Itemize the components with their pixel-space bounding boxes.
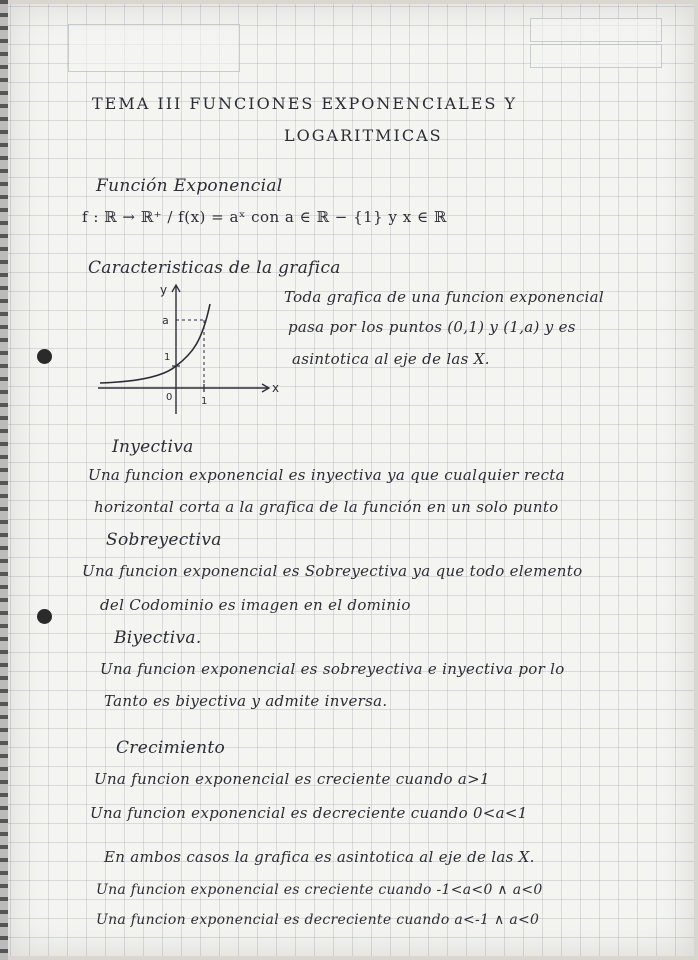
punch-hole bbox=[37, 609, 52, 624]
origin-label: 0 bbox=[166, 392, 173, 403]
exponential-curve bbox=[100, 304, 210, 383]
section-heading-inyectiva: Inyectiva bbox=[112, 437, 194, 457]
definition-formula: f : ℝ → ℝ⁺ / f(x) = aˣ con a ∈ ℝ − {1} y x ∈ ℝ bbox=[82, 208, 447, 226]
inyectiva-text-line: horizontal corta a la grafica de la función en un solo punto bbox=[94, 498, 559, 516]
notebook-spiral-edge bbox=[0, 0, 8, 960]
characteristics-text-line: asintotica al eje de las X. bbox=[292, 350, 490, 368]
y-axis-label: y bbox=[160, 283, 168, 297]
crecimiento-text-line: Una funcion exponencial es decreciente cuando a<-1 ∧ a<0 bbox=[96, 912, 540, 928]
tick-x-one-label: 1 bbox=[201, 396, 208, 407]
biyectiva-text-line: Tanto es biyectiva y admite inversa. bbox=[104, 692, 388, 710]
crecimiento-text-line: En ambos casos la grafica es asintotica al eje de las X. bbox=[104, 848, 535, 866]
biyectiva-text-line: Una funcion exponencial es sobreyectiva e inyectiva por lo bbox=[100, 660, 565, 678]
header-box-bottom bbox=[530, 44, 662, 68]
inyectiva-text-line: Una funcion exponencial es inyectiva ya que cualquier recta bbox=[88, 466, 565, 484]
sobreyectiva-text-line: del Codominio es imagen en el dominio bbox=[100, 596, 411, 614]
page-title-line1: TEMA III FUNCIONES EXPONENCIALES Y bbox=[92, 94, 518, 113]
crecimiento-text-line: Una funcion exponencial es creciente cuando -1<a<0 ∧ a<0 bbox=[96, 882, 543, 898]
characteristics-text-line: pasa por los puntos (0,1) y (1,a) y es bbox=[288, 318, 576, 336]
sobreyectiva-text-line: Una funcion exponencial es Sobreyectiva ya que todo elemento bbox=[82, 562, 583, 580]
exponential-graph bbox=[92, 280, 282, 420]
tick-y-one-label: 1 bbox=[164, 352, 171, 363]
page-title-line2: LOGARITMICAS bbox=[284, 126, 443, 145]
tick-y-a-label: a bbox=[162, 314, 169, 327]
crecimiento-text-line: Una funcion exponencial es creciente cuando a>1 bbox=[94, 770, 490, 788]
punch-hole bbox=[37, 349, 52, 364]
section-heading-caracteristicas: Caracteristicas de la grafica bbox=[88, 258, 341, 278]
section-heading-crecimiento: Crecimiento bbox=[116, 738, 226, 758]
section-heading-biyectiva: Biyectiva. bbox=[114, 628, 202, 648]
header-box-top bbox=[530, 18, 662, 42]
section-heading-sobreyectiva: Sobreyectiva bbox=[106, 530, 222, 550]
crecimiento-text-line: Una funcion exponencial es decreciente cuando 0<a<1 bbox=[90, 804, 528, 822]
header-box-left bbox=[68, 24, 240, 72]
section-heading-exponencial: Función Exponencial bbox=[96, 176, 283, 196]
x-axis-label: x bbox=[272, 381, 280, 395]
characteristics-text-line: Toda grafica de una funcion exponencial bbox=[284, 288, 604, 306]
